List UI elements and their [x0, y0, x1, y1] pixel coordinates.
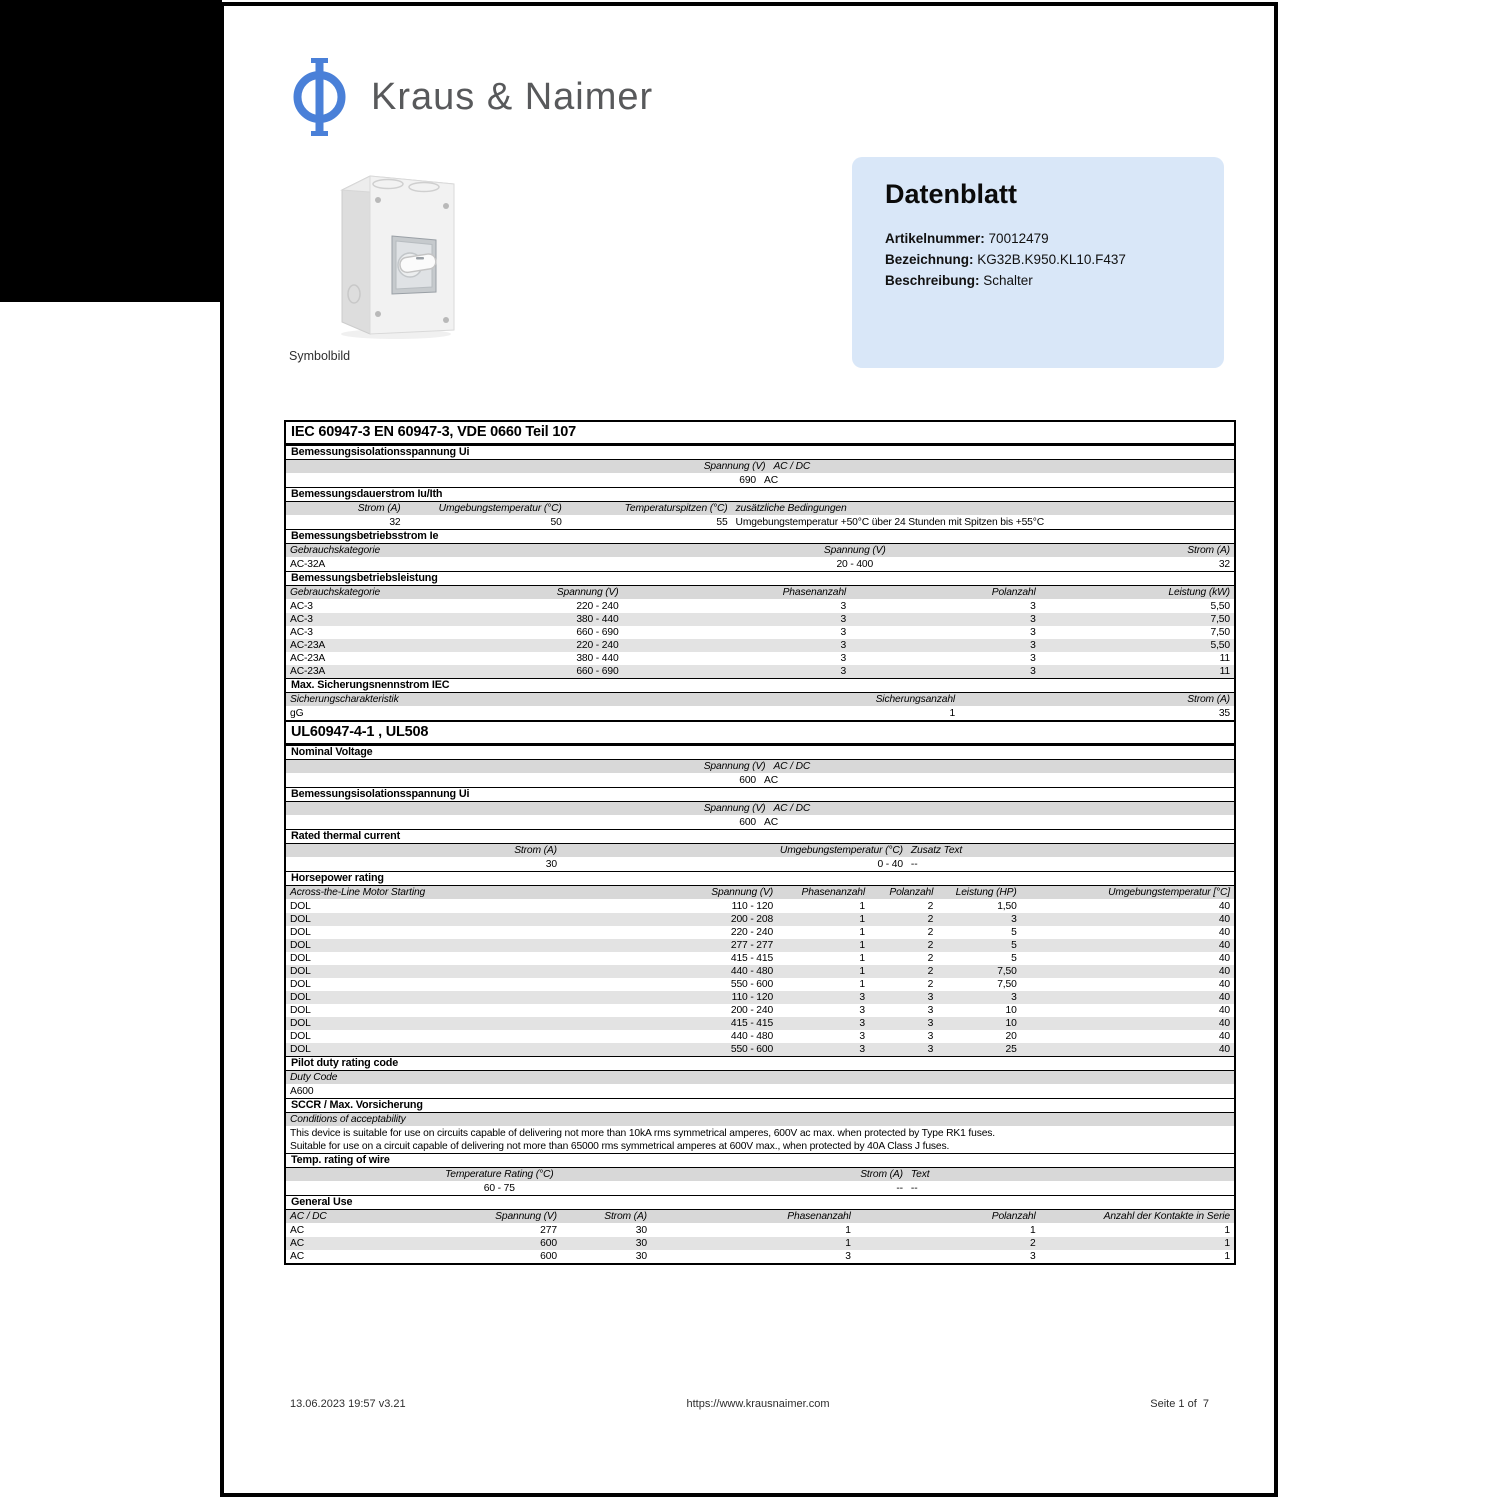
table-cell: 11 — [1219, 666, 1230, 677]
table-cell: 220 - 240 — [576, 640, 619, 651]
table-cell: 3 — [859, 1031, 865, 1042]
table-cell: Across-the-Line Motor Starting — [290, 887, 426, 898]
table-cell: 660 - 690 — [576, 666, 619, 677]
table-cell: 20 — [1005, 1031, 1017, 1042]
table-cell: Sicherungscharakteristik — [290, 694, 399, 705]
table-cell: Umgebungstemperatur (°C) — [438, 503, 562, 514]
table-cell: Strom (A) — [860, 1169, 903, 1180]
table-cell: 40 — [1218, 1018, 1230, 1029]
table-cell: 1 — [1224, 1238, 1230, 1249]
table-cell: -- — [910, 859, 918, 870]
table-header-row — [286, 1113, 1234, 1127]
table-cell: 1 — [859, 953, 865, 964]
designation-field — [885, 249, 1224, 270]
table-cell: DOL — [290, 1044, 311, 1055]
table-cell: DOL — [290, 1031, 311, 1042]
table-cell: Gebrauchskategorie — [290, 587, 381, 598]
table-cell: Spannung (V) — [495, 1211, 557, 1222]
table-section-row: Bemessungsdauerstrom Iu/Ith — [286, 487, 1234, 502]
table-cell: Duty Code — [290, 1072, 338, 1083]
table-cell: Umgebungstemperatur [°C] — [1108, 887, 1230, 898]
table-cell: 40 — [1218, 927, 1230, 938]
table-cell: AC-32A — [290, 559, 326, 570]
table-cell: DOL — [290, 914, 311, 925]
table-cell: A600 — [290, 1086, 314, 1097]
table-cell: 3 — [840, 614, 847, 625]
table-cell: 1 — [859, 927, 865, 938]
table-cell: 1,50 — [997, 901, 1017, 912]
table-data-row — [286, 858, 1234, 871]
table-cell: 7,50 — [1210, 614, 1230, 625]
table-cell: 5,50 — [1210, 640, 1230, 651]
table-cell: 40 — [1218, 1044, 1230, 1055]
table-cell: Polanzahl — [991, 1211, 1036, 1222]
table-cell: 5,50 — [1210, 601, 1230, 612]
table-cell: Strom (A) — [604, 1211, 647, 1222]
table-cell: 30 — [635, 1225, 647, 1236]
table-cell: 3 — [840, 640, 847, 651]
table-cell: DOL — [290, 927, 311, 938]
description-label: Beschreibung: — [885, 273, 980, 288]
article-number-field — [885, 228, 1224, 249]
table-cell: 3 — [859, 1044, 865, 1055]
table-cell: 3 — [927, 1044, 934, 1055]
table-cell: 1 — [845, 1238, 851, 1249]
table-data-row — [286, 1250, 1234, 1263]
table-cell: 2 — [927, 966, 934, 977]
table-cell: 3 — [927, 1018, 934, 1029]
table-data-row — [286, 816, 1234, 829]
table-cell: 2 — [927, 953, 934, 964]
table-cell: 2 — [927, 940, 934, 951]
table-cell: 7,50 — [1210, 627, 1230, 638]
table-cell: Zusatz Text — [910, 845, 963, 856]
table-data-row — [286, 558, 1234, 571]
table-header-row — [286, 693, 1234, 707]
table-section-row: Nominal Voltage — [286, 745, 1234, 760]
table-section-row: Bemessungsisolationsspannung Ui — [286, 787, 1234, 802]
table-cell: Phasenanzahl — [782, 587, 847, 598]
table-cell: DOL — [290, 966, 311, 977]
table-cell: AC / DC — [773, 761, 811, 772]
table-cell: Spannung (V) — [703, 761, 766, 772]
table-cell: 40 — [1218, 979, 1230, 990]
table-data-row — [286, 665, 1234, 678]
table-cell: AC — [290, 1251, 305, 1262]
product-image — [330, 162, 462, 340]
table-title-row: UL60947-4-1 , UL508 — [286, 720, 1234, 745]
table-cell: Gebrauchskategorie — [290, 545, 381, 556]
table-cell: 550 - 600 — [730, 1044, 774, 1055]
table-data-row — [286, 900, 1234, 913]
table-data-row — [286, 774, 1234, 787]
table-cell: Phasenanzahl — [787, 1211, 851, 1222]
table-cell: 20 - 400 — [836, 559, 874, 570]
table-cell: 35 — [1218, 708, 1230, 719]
table-cell: 1 — [1224, 1251, 1230, 1262]
table-data-row — [286, 1085, 1234, 1098]
table-cell: 10 — [1005, 1005, 1017, 1016]
table-header-row — [286, 502, 1234, 516]
table-data-row — [286, 939, 1234, 952]
table-cell: 3 — [1030, 640, 1036, 651]
table-cell: 30 — [635, 1251, 647, 1262]
product-image-caption: Symbolbild — [289, 349, 351, 363]
table-header-row — [286, 1210, 1234, 1224]
table-cell: AC-23A — [290, 666, 326, 677]
table-cell: Spannung (V) — [703, 461, 766, 472]
table-data-row — [286, 1030, 1234, 1043]
table-cell: 5 — [1011, 927, 1017, 938]
table-cell: 220 - 240 — [576, 601, 619, 612]
table-data-row — [286, 613, 1234, 626]
table-section-row: Bemessungsbetriebsleistung — [286, 571, 1234, 586]
table-cell: Umgebungstemperatur (°C) — [779, 845, 903, 856]
table-cell: 3 — [927, 1031, 934, 1042]
table-cell: AC-3 — [290, 627, 313, 638]
table-cell: 600 — [739, 817, 756, 828]
table-cell: Umgebungstemperatur +50°C über 24 Stunden mit Spitzen bis +55°C — [735, 517, 1044, 528]
table-cell: 690 — [739, 475, 756, 486]
table-cell: 7,50 — [997, 979, 1017, 990]
table-data-row — [286, 991, 1234, 1004]
table-cell: 1 — [1030, 1225, 1036, 1236]
table-cell: 110 - 120 — [731, 901, 774, 912]
table-cell: AC — [764, 475, 779, 486]
table-cell: 32 — [389, 517, 401, 528]
table-cell: 277 - 277 — [730, 940, 774, 951]
table-cell: AC / DC — [773, 803, 811, 814]
table-cell: 40 — [1218, 901, 1230, 912]
table-data-row — [286, 707, 1234, 720]
table-cell: 3 — [845, 1251, 851, 1262]
table-cell: 11 — [1219, 653, 1230, 664]
table-cell: 30 — [635, 1238, 647, 1249]
table-section-row: Pilot duty rating code — [286, 1056, 1234, 1071]
table-cell: 40 — [1218, 966, 1230, 977]
table-cell: Leistung (kW) — [1168, 587, 1230, 598]
table-cell: AC / DC — [290, 1211, 327, 1222]
table-cell: 2 — [927, 914, 934, 925]
table-cell: 40 — [1218, 1005, 1230, 1016]
table-cell: Sicherungsanzahl — [875, 694, 956, 705]
table-cell: 40 — [1218, 940, 1230, 951]
table-cell: 0 - 40 — [877, 859, 903, 870]
table-cell: 40 — [1218, 914, 1230, 925]
table-cell: 3 — [859, 1018, 865, 1029]
table-cell: 380 - 440 — [576, 614, 619, 625]
table-data-row — [286, 474, 1234, 487]
table-cell: 220 - 240 — [730, 927, 774, 938]
table-header-row — [286, 544, 1234, 558]
table-cell: 40 — [1218, 1031, 1230, 1042]
table-cell: 3 — [840, 601, 847, 612]
table-header-row — [286, 844, 1234, 858]
table-cell: 3 — [1030, 653, 1036, 664]
table-section-row: Temp. rating of wire — [286, 1153, 1234, 1168]
table-cell: 2 — [927, 901, 934, 912]
table-cell: Strom (A) — [514, 845, 557, 856]
table-data-row — [286, 965, 1234, 978]
table-cell: 3 — [859, 1005, 865, 1016]
table-header-row — [286, 1168, 1234, 1182]
table-header-row — [286, 1071, 1234, 1085]
table-data-row — [286, 952, 1234, 965]
table-cell: 380 - 440 — [576, 653, 619, 664]
table-cell: 1 — [859, 901, 865, 912]
table-cell: 277 — [540, 1225, 557, 1236]
table-cell: 1 — [859, 979, 865, 990]
table-cell: AC — [764, 775, 779, 786]
table-cell: DOL — [290, 979, 311, 990]
table-cell: 1 — [1224, 1225, 1230, 1236]
table-cell: 3 — [1030, 1251, 1036, 1262]
table-data-row — [286, 1043, 1234, 1056]
table-cell: Polanzahl — [991, 587, 1036, 598]
table-cell: 3 — [1011, 992, 1017, 1003]
table-cell: 40 — [1218, 992, 1230, 1003]
table-cell: 3 — [840, 653, 847, 664]
table-cell: DOL — [290, 992, 311, 1003]
table-cell: 200 - 208 — [730, 914, 774, 925]
table-cell: AC-3 — [290, 601, 313, 612]
table-cell: Spannung (V) — [823, 545, 886, 556]
table-cell: 2 — [1030, 1238, 1036, 1249]
article-number-value: 70012479 — [988, 231, 1049, 246]
table-cell: -- — [910, 1183, 918, 1194]
table-cell: Temperature Rating (°C) — [445, 1169, 554, 1180]
table-header-row — [286, 586, 1234, 600]
table-section-row: Max. Sicherungsnennstrom IEC — [286, 678, 1234, 693]
table-cell: 30 — [545, 859, 557, 870]
table-header-row — [286, 760, 1234, 774]
table-cell: zusätzliche Bedingungen — [735, 503, 847, 514]
info-box-title: Datenblatt — [885, 179, 1018, 209]
brand-logo — [291, 58, 653, 136]
table-cell: 3 — [1030, 666, 1036, 677]
table-data-row — [286, 652, 1234, 665]
table-cell: Strom (A) — [1187, 694, 1230, 705]
table-cell: 3 — [859, 992, 865, 1003]
table-cell: 600 — [739, 775, 756, 786]
table-cell: This device is suitable for use on circuits capable of delivering not more than 10kA rms symmetrical amperes, 600V ac max. when protected by Type RK1 fuses. — [290, 1128, 995, 1139]
table-cell: gG — [290, 708, 304, 719]
table-cell: 600 — [540, 1238, 557, 1249]
table-section-row: SCCR / Max. Vorsicherung — [286, 1098, 1234, 1113]
table-data-row — [286, 978, 1234, 991]
table-cell: 1 — [859, 966, 865, 977]
table-cell: AC-23A — [290, 640, 326, 651]
table-cell: 3 — [840, 627, 847, 638]
table-data-row — [286, 1182, 1234, 1195]
table-cell: 110 - 120 — [731, 992, 774, 1003]
table-cell: 2 — [927, 979, 934, 990]
table-cell: 200 - 240 — [730, 1005, 774, 1016]
table-data-row — [286, 1004, 1234, 1017]
table-data-row — [286, 1127, 1234, 1140]
table-cell: 3 — [840, 666, 847, 677]
table-cell: 2 — [927, 927, 934, 938]
table-cell: Strom (A) — [1187, 545, 1230, 556]
table-title-row: IEC 60947-3 EN 60947-3, VDE 0660 Teil 107 — [286, 422, 1234, 445]
table-cell: 32 — [1218, 559, 1230, 570]
footer-page-number: Seite 1 of 7 — [1150, 1398, 1209, 1410]
table-cell: Spannung (V) — [703, 803, 766, 814]
table-cell: 3 — [1011, 914, 1017, 925]
table-cell: 415 - 415 — [730, 1018, 774, 1029]
viewer-background — [0, 0, 222, 302]
table-cell: 3 — [1030, 627, 1036, 638]
table-cell: 1 — [859, 914, 865, 925]
table-cell: 415 - 415 — [730, 953, 774, 964]
table-section-row: Horsepower rating — [286, 871, 1234, 886]
table-cell: Spannung (V) — [556, 587, 619, 598]
table-section-row: Rated thermal current — [286, 829, 1234, 844]
table-cell: 10 — [1005, 1018, 1017, 1029]
description-field — [885, 270, 1224, 291]
table-data-row — [286, 516, 1234, 529]
table-data-row — [286, 639, 1234, 652]
table-cell: 50 — [550, 517, 562, 528]
table-cell: -- — [896, 1183, 903, 1194]
table-cell: AC — [290, 1225, 305, 1236]
table-cell: 3 — [927, 992, 934, 1003]
info-box — [852, 157, 1224, 368]
table-data-row — [286, 926, 1234, 939]
table-section-row: Bemessungsisolationsspannung Ui — [286, 445, 1234, 460]
table-cell: AC — [290, 1238, 305, 1249]
table-cell: 660 - 690 — [576, 627, 619, 638]
table-header-row — [286, 802, 1234, 816]
table-cell: 600 — [540, 1251, 557, 1262]
kraus-naimer-phi-icon — [291, 58, 347, 136]
brand-name: Kraus & Naimer — [371, 75, 654, 118]
table-cell: 1 — [845, 1225, 851, 1236]
table-cell: 1 — [949, 708, 956, 719]
table-cell: 3 — [1030, 614, 1036, 625]
table-cell: 55 — [716, 517, 728, 528]
table-cell: Spannung (V) — [711, 887, 774, 898]
table-cell: Strom (A) — [357, 503, 401, 514]
table-cell: Text — [910, 1169, 930, 1180]
table-data-row — [286, 626, 1234, 639]
description-value: Schalter — [983, 273, 1033, 288]
table-data-row — [286, 1017, 1234, 1030]
table-cell: AC-3 — [290, 614, 313, 625]
table-cell: 60 - 75 — [483, 1183, 515, 1194]
footer-url: https://www.krausnaimer.com — [686, 1398, 830, 1410]
table-cell: 3 — [1030, 601, 1036, 612]
table-header-row — [286, 460, 1234, 474]
table-cell: Anzahl der Kontakte in Serie — [1103, 1211, 1230, 1222]
table-cell: 40 — [1218, 953, 1230, 964]
table-cell: Polanzahl — [889, 887, 934, 898]
table-data-row — [286, 913, 1234, 926]
table-cell: AC / DC — [773, 461, 811, 472]
table-cell: DOL — [290, 901, 311, 912]
table-cell: 440 - 480 — [730, 1031, 774, 1042]
table-data-row — [286, 1224, 1234, 1237]
table-cell: 5 — [1011, 940, 1017, 951]
table-cell: Conditions of acceptability — [290, 1114, 406, 1125]
table-cell: 5 — [1011, 953, 1017, 964]
table-cell: AC-23A — [290, 653, 326, 664]
table-section-row: Bemessungsbetriebsstrom Ie — [286, 529, 1234, 544]
table-cell: 7,50 — [997, 966, 1017, 977]
article-number-label: Artikelnummer: — [885, 231, 985, 246]
designation-label: Bezeichnung: — [885, 252, 974, 267]
table-cell: Phasenanzahl — [801, 887, 865, 898]
table-cell: Leistung (HP) — [955, 887, 1017, 898]
table-section-row: General Use — [286, 1195, 1234, 1210]
table-header-row — [286, 886, 1234, 900]
table-cell: DOL — [290, 1018, 311, 1029]
table-cell: 3 — [927, 1005, 934, 1016]
footer-date-version: 13.06.2023 19:57 v3.21 — [290, 1398, 406, 1410]
table-cell: DOL — [290, 1005, 311, 1016]
table-cell: AC — [764, 817, 779, 828]
table-cell: 1 — [859, 940, 865, 951]
table-data-row — [286, 1237, 1234, 1250]
table-cell: 550 - 600 — [730, 979, 774, 990]
table-cell: DOL — [290, 940, 311, 951]
table-cell: 440 - 480 — [730, 966, 774, 977]
table-cell: 25 — [1005, 1044, 1017, 1055]
spec-table — [284, 420, 1236, 1265]
table-data-row — [286, 600, 1234, 613]
table-cell: Temperaturspitzen (°C) — [624, 503, 728, 514]
table-data-row — [286, 1140, 1234, 1153]
table-cell: Suitable for use on a circuit capable of delivering not more than 65000 rms symmetrical amperes at 600V max., when protected by 40A Class J fuses. — [290, 1141, 950, 1152]
table-cell: DOL — [290, 953, 311, 964]
enclosure-switch-illustration — [330, 162, 462, 340]
designation-value: KG32B.K950.KL10.F437 — [977, 252, 1126, 267]
